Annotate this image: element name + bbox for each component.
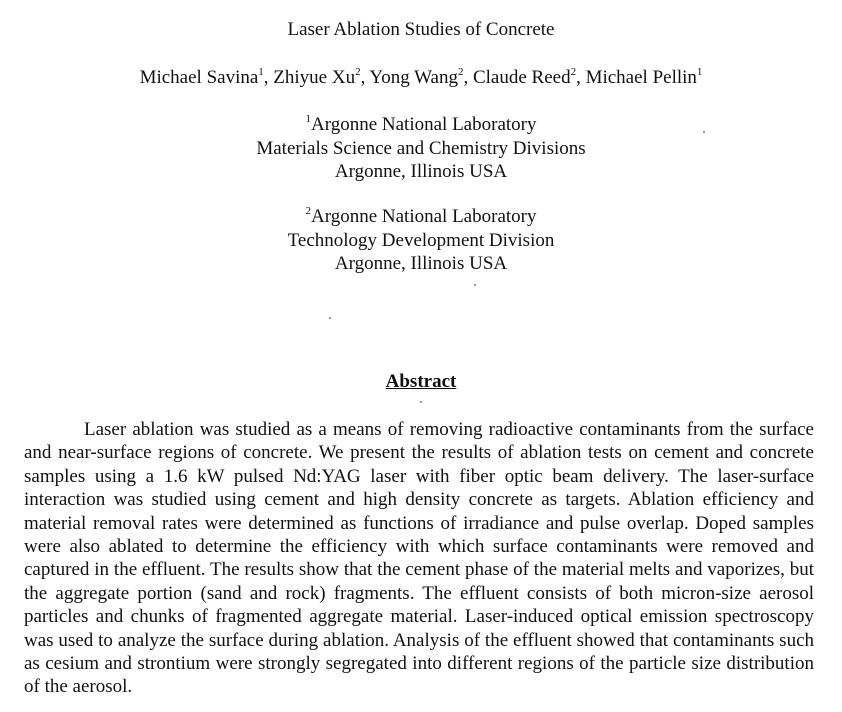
affiliation-marker: 1 [696, 65, 703, 78]
affiliation-marker: 2 [457, 65, 464, 78]
abstract-body: Laser ablation was studied as a means of removing radioactive contaminants from the surface and near-surface regions of concrete. We present the results of ablation tests on cement and concrete samples using a 1.6 kW pulsed Nd:YAG laser with fiber optic beam delivery. The laser-surface interaction was studied using cement and high density concrete as targets. Ablation efficiency and material removal rates were determined as functions of irradiance and pulse overlap. Doped samples were also ablated to determine the efficiency with which surface contaminants were removed and captured in the effluent. The results show that the cement phase of the material melts and vaporizes, but the aggregate portion (sand and rock) fragments. The effluent consists of both micron-size aerosol particles and chunks of fragmented aggregate material. Laser-induced optical emission spectroscopy was used to analyze the surface during ablation. Analysis of the effluent showed that contaminants such as cesium and strontium were strongly segregated into different regions of the particle size distribution of the aerosol. [24, 419, 814, 698]
author-name: Claude Reed [472, 67, 571, 88]
scan-speck [703, 131, 705, 133]
affiliation-marker: 2 [570, 65, 577, 78]
author-name: Zhiyue Xu [273, 67, 356, 88]
author-name: Yong Wang [369, 67, 458, 88]
affiliation-division: Materials Science and Chemistry Divisions [256, 137, 586, 159]
affiliation-institution [0, 205, 842, 229]
affiliation-location: Argonne, Illinois USA [334, 161, 508, 182]
author-separator: , [576, 67, 586, 88]
author-list [0, 66, 842, 90]
author-name: Michael Pellin [585, 67, 697, 88]
affiliation-marker: 1 [305, 112, 312, 125]
scan-speck [420, 401, 422, 403]
author [473, 67, 586, 88]
author-name: Michael Savina [139, 67, 259, 88]
author-separator: , [263, 67, 274, 88]
author [273, 67, 369, 88]
affiliation-division: Technology Development Division [287, 229, 555, 251]
scan-speck [474, 284, 476, 286]
affiliation-block-1 [0, 113, 842, 184]
affiliation-location: Argonne, Illinois USA [334, 253, 508, 274]
author [586, 67, 703, 88]
author-separator: , [463, 67, 473, 88]
paper-title: Laser Ablation Studies of Concrete [287, 19, 555, 40]
affiliation-institution [0, 113, 842, 137]
affiliation-marker: 2 [305, 204, 312, 217]
author-separator: , [360, 67, 370, 88]
affiliation-block-2 [0, 205, 842, 276]
author [369, 67, 473, 88]
affiliation-marker: 2 [355, 65, 361, 78]
affiliation-marker: 1 [258, 65, 264, 78]
author [140, 67, 274, 88]
scan-speck [329, 317, 331, 319]
affiliation-institution-text: Argonne National Laboratory [311, 206, 537, 227]
affiliation-institution-text: Argonne National Laboratory [311, 114, 537, 135]
abstract-heading: Abstract [385, 371, 457, 392]
